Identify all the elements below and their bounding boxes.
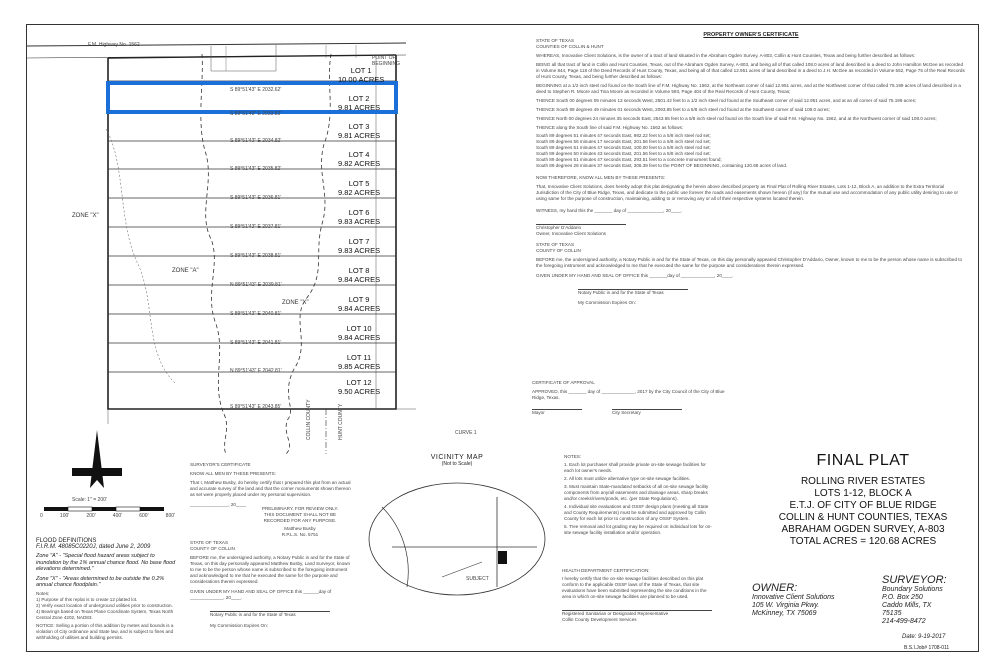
scale-tick: 600' — [139, 513, 149, 519]
cert-thence: THENCE along the South line of said F.M. Highway No. 1562 as follows: — [536, 125, 684, 130]
cert-expires: My Commission Expires On: — [578, 300, 636, 305]
surveyor-notary-sig: Notary Public in and for the State of Texas — [210, 611, 330, 618]
cert-state-2: STATE OF TEXAS — [536, 242, 575, 247]
cert-call: South 89 degrees 28 minutes 37 seconds East, 306.39 feet to the POINT OF BEGINNING, containing 120.68 acres of land. — [536, 163, 788, 168]
health-text: I hereby certify that the on-site sewage facilities described on this plat conform to the applicable OSSF laws of the State of Texas, that site evaluations have been submitted representing the site conditions in the area in which on-site sewage facilities are planned to be used. — [562, 576, 707, 599]
note-item: 3. Must maintain State-mandated setbacks of all on-site sewage facility components from any/all easements and drainage areas, sharp breaks and/or creeks/rivers/ponds, etc. (per State Regulations). — [564, 484, 709, 501]
scale-tick: 400' — [112, 513, 123, 519]
highway-label: F.M. Highway No. 1562 — [88, 42, 140, 48]
cert-given: GIVEN UNDER MY HAND AND SEAL OF OFFICE this _______day of _____________, 20____. — [536, 273, 734, 278]
surveyor-certificate — [190, 462, 355, 508]
lot-label: LOT 8 9.84 ACRES — [338, 266, 381, 284]
flood-notice: NOTICE: Selling a portion of this addition by metes and bounds is a violation of City ordinance and State law, and is subject to fines and withholding of utilities and building permits. — [36, 622, 174, 640]
owner-line: 105 W. Virginia Pkwy. — [752, 602, 820, 609]
vicinity-map — [362, 454, 552, 604]
lot-label: LOT 11 9.85 ACRES — [338, 353, 381, 371]
surveyor-notary — [190, 540, 355, 629]
vicinity-title: VICINITY MAP — [430, 454, 484, 461]
surveyor-cert-date: _______________, 20____ — [190, 502, 247, 507]
surveyor-expires: My Commission Expires On: — [210, 623, 268, 628]
lot-label: LOT 5 9.82 ACRES — [338, 179, 381, 197]
bearing-label: S 89°51'43" E 2038.81' — [230, 253, 282, 259]
surveyor-state: STATE OF TEXAS — [190, 540, 229, 545]
lot-label: LOT 12 9.50 ACRES — [338, 378, 381, 396]
cert-signer-title: Owner, Innovative Client Solutions — [536, 231, 606, 236]
surveyor-rpls: R.P.L.S. No. 5751 — [281, 532, 319, 537]
lot-label: LOT 1 10.00 ACRES — [338, 66, 385, 84]
bearing-label: S 89°51'43" E 2035.82' — [230, 166, 282, 172]
title-line: ROLLING RIVER ESTATES — [800, 476, 926, 487]
lot-label: LOT 6 9.83 ACRES — [338, 208, 381, 226]
flood-note: 4) Bearings based on Texas Plane Coordinate System, Texas North Central Zone 4202, NAD83. — [36, 608, 174, 620]
vicinity-map-drawing — [362, 467, 552, 597]
prelim-text: PRELIMINARY, FOR REVIEW ONLY. THIS DOCUMENT SHALL NOT BE RECORDED FOR ANY PURPOSE. — [261, 506, 339, 523]
title-line: E.T.J. OF CITY OF BLUE RIDGE — [789, 500, 937, 511]
flood-firm: F.I.R.M. 48085C0220J, dated June 2, 2009 — [36, 544, 151, 550]
title-line: ABRAHAM OGDEN SURVEY, A-803 — [781, 524, 945, 535]
prelim-stamp — [260, 506, 340, 538]
note-item: 4. Individual site evaluations and OSSF design plans (meeting all State and County Requirements) must be submitted and approved by Collin County for each lot prior to construction of any OSSF System. — [564, 504, 709, 521]
surveyor-before: BEFORE me, the undersigned authority, a Notary Public in and for the State of Texas, on this day personally appeared Matthew Busby, Land Surveyor, known to me to be the person whose name is subscribed to the foregoing instrument and acknowledged to me that he executed the same for the purpose and considerations therein expressed. — [190, 555, 351, 584]
point-of-beginning-label: POINT OF BEGINNING — [372, 55, 401, 67]
cert-whereas: WHEREAS, Innovative Client Solutions, is the owner of a tract of land situated in the Abraham Ogden Survey, A-803, Collin & Hunt Counties, Texas and being further described as follows: — [536, 53, 916, 58]
curve-label: CURVE 1 — [455, 430, 477, 436]
owner-line: Innovative Client Solutions — [752, 594, 835, 601]
bearing-label: S 89°51'43" E 2043.85' — [230, 404, 282, 410]
surveyor-county: COUNTY OF COLLIN — [190, 546, 235, 551]
surveyor-cert-title: SURVEYOR'S CERTIFICATE — [190, 462, 251, 467]
certificate-of-approval — [532, 380, 732, 416]
title-line: LOTS 1-12, BLOCK A — [814, 488, 912, 499]
cert-call: South 89 degrees 56 minutes 17 seconds East, 201.56 feet to a 5/8 inch steel rod set; — [536, 139, 711, 144]
title-line: COLLIN & HUNT COUNTIES, TEXAS — [778, 512, 948, 523]
approval-text: APPROVED, this _______ day of _____________, 2017 by the City Council of the City of Blue Ridge, Texas. — [532, 389, 725, 400]
surveyor-line: 214-499-8472 — [882, 618, 926, 625]
surveyor-line: Caddo Mills, TX — [882, 602, 932, 609]
vicinity-subject: SUBJECT — [466, 576, 489, 582]
lot-label: LOT 3 9.81 ACRES — [338, 122, 381, 140]
cert-county-2: COUNTY OF COLLIN — [536, 248, 581, 253]
surveyor-line: P.O. Box 250 — [882, 594, 923, 601]
cert-call: South 89 degrees 51 minutes 47 seconds East, 293.51 feet to a concrete monument found; — [536, 157, 722, 162]
scale-ticks — [40, 513, 175, 519]
cert-call: South 89 degrees 51 minutes 47 seconds East, 100.00 feet to a 5/8 inch steel rod set; — [536, 145, 711, 150]
bearing-label: N 89°51'43" E 2039.81' — [230, 282, 282, 288]
final-plat-title: FINAL PLAT — [816, 452, 910, 469]
surveyor-cert-know: KNOW ALL MEN BY THESE PRESENTS: — [190, 471, 276, 476]
owner-certificate — [536, 32, 966, 306]
cert-before: BEFORE me, the undersigned authority, a Notary Public in and for the State of Texas, on this day personally appeared Christopher D'Addario, Owner, known to me to be the person whose name is subscribed to the foregoing instrument and acknowledged to me that he executed the same for the purpose and considerations therein expressed. — [536, 257, 963, 268]
lot-label: LOT 4 9.82 ACRES — [338, 150, 381, 168]
cert-witness: WITNESS, my hand this the _______ day of ______________, 20____. — [536, 208, 683, 213]
surveyor-line: Boundary Solutions — [882, 586, 943, 593]
health-title: HEALTH DEPARTMENT CERTIFICATION: — [562, 568, 650, 573]
cert-signer: Christopher D'Addario — [536, 225, 582, 230]
bearing-label: S 89°51'43" E 2040.81' — [230, 311, 282, 317]
job-number: B.S.I.Job# 1708-011 — [904, 645, 950, 651]
title-line: TOTAL ACRES = 120.68 ACRES — [789, 536, 937, 547]
bearing-label: S 89°51'43" E 2037.81' — [230, 224, 282, 230]
scale-tick: 800' — [165, 513, 175, 519]
approval-title: CERTIFICATE OF APPROVAL — [532, 380, 595, 385]
cert-that: That, Innovative Client Solutions, does hereby adopt this plat designating the herein above described property as Final Plat of Rolling River Estates, Lots 1-12, Block A, an addition to the Extra Territorial Jurisdiction of the City of Blue Ridge, Texas, and dedicate to the public use forever the roads and easements shown hereon (if any) for the mutual use and accommodation of any public utility desiring to use or using same for the purpose of construction, maintaining, adding to or removing any or all of their respective systems located therein. — [536, 184, 959, 201]
approval-secretary: City Secretary — [612, 409, 682, 416]
scale-tick: 0 — [40, 513, 43, 519]
flood-notes-title: Notes: — [36, 590, 50, 596]
cert-thence: THENCE South 89 degrees 49 minutes 01 seconds West, 2093.85 feet to a 5/8 inch steel rod found at the Southwest corner of said 108.0 acres; — [536, 107, 830, 112]
health-certification — [562, 568, 712, 623]
note-item: 2. All lots must utilize alternative type on-site sewage facilities. — [564, 476, 691, 481]
note-item: 5. Tree removal and lot grading may be required on individual lots for on-site sewage facility installation and/or operation. — [564, 524, 712, 535]
vicinity-subtitle: (Not to Scale) — [441, 461, 473, 467]
north-arrow-icon — [62, 428, 132, 498]
owner-heading: OWNER: — [752, 582, 798, 594]
bearing-label: S 89°51'43" E 2034.82' — [230, 138, 282, 144]
cert-now-therefore: NOW THEREFORE, KNOW ALL MEN BY THESE PRESENTS: — [536, 175, 666, 180]
owner-certificate-title: PROPERTY OWNER'S CERTIFICATE — [703, 32, 799, 38]
scale-tick: 100' — [59, 513, 70, 519]
flood-zone-x: Zone "X" - "Areas determined to be outside the 0.2% annual chance floodplain." — [36, 575, 165, 588]
health-sig-2: Collin County Development Services — [562, 617, 637, 622]
bearing-label: S 89°51'43" E 2036.81' — [230, 195, 282, 201]
health-sig-1: Registered Sanitarian or Designated Representative — [562, 610, 712, 617]
zone-x-left-label: ZONE "X" — [72, 213, 99, 219]
bearing-label: S 89°51'43" E 2032.62' — [230, 87, 282, 93]
surveyor-line: 75135 — [882, 610, 902, 617]
cert-call: South 89 degrees 51 minutes 47 seconds East, 982.22 feet to a 5/8 inch steel rod set; — [536, 133, 711, 138]
cert-call: South 89 degrees 50 minutes 43 seconds East, 201.56 feet to a 5/8 inch steel rod set; — [536, 151, 711, 156]
owner-block — [752, 582, 835, 618]
zone-x-mid-label: ZONE "X" — [282, 300, 309, 306]
flood-note: 2) Verify exact location of underground utilities prior to construction. — [36, 602, 173, 608]
surveyor-name: Matthew Busby — [284, 526, 316, 531]
scale-tick: 200' — [86, 513, 96, 519]
surveyor-given: GIVEN UNDER MY HAND AND SEAL OF OFFICE this ______day of _____________, 20____. — [190, 589, 332, 600]
surveyor-cert-text: That I, Matthew Busby, do hereby certify that I prepared this plat from an actual and accurate survey of the land and that the corner monuments shown thereon as set were properly placed under my personal supervision. — [190, 480, 351, 497]
zone-a-label: ZONE "A" — [172, 268, 199, 274]
cert-state: STATE OF TEXAS — [536, 38, 575, 43]
cert-beginning: BEGINNING at a 1/2 inch steel rod found on the South line of F.M. Highway No. 1562, at the Northeast corner of said 12.951 acres, and at the Northwest corner of that called 75.199 acres of land described in a deed to Stephen R. Moore and Tina Moore as recorded in Volume 593, Page 404 of the Real Records of Hunt County, Texas; — [536, 83, 961, 94]
bearing-label: S 89°51'43" E 2033.83' — [230, 111, 282, 117]
lot-label: LOT 2 9.81 ACRES — [338, 94, 381, 112]
county-label-hunt: HUNT COUNTY — [338, 403, 344, 440]
owner-line: McKinney, TX 75069 — [752, 610, 817, 617]
cert-notary: Notary Public in and for the State of Texas — [578, 290, 664, 295]
cert-being: BEING all that tract of land in Collin and Hunt Counties, Texas, out of the Abraham Ogden Survey, A-803, and being all of that called 108.0 acres of land described in a deed to John Hamilton McGee as recorded in Volume 844, Page 118 of the Deed Records of Hunt County, Texas, and being all of that called 12.951 acres of land described in a deed to J.H. McGee as recorded in Volume 552, Page 75 of the Real Records of Hunt County, Texas, and being further described as follows: — [536, 62, 965, 79]
notes-title: NOTES: — [564, 454, 582, 459]
cert-thence: THENCE South 00 degrees 09 minutes 13 seconds West, 2501.42 feet to a 1/2 inch steel rod found at the Southeast corner of said 12.951 acres, and at an all corner of said 75.199 acres; — [536, 98, 917, 103]
county-label-collin: COLLIN COUNTY — [306, 399, 312, 440]
surveyor-heading: SURVEYOR: — [882, 574, 947, 586]
scale-label: Scale: 1" = 200' — [72, 497, 107, 503]
lot-label: LOT 9 9.84 ACRES — [338, 295, 381, 313]
bearing-label: S 89°51'43" E 2041.81' — [230, 340, 282, 346]
plat-date: Date: 9-19-2017 — [902, 634, 946, 640]
lot-label: LOT 7 9.83 ACRES — [338, 237, 381, 255]
cert-thence: THENCE North 00 degrees 24 minutes 35 seconds East, 2543.65 feet to a 5/8 inch steel rod found on the South line of said F.M. Highway No. 1562, and at the Northwest corner of said 108.0 acres; — [536, 116, 937, 121]
title-block — [758, 452, 968, 548]
bearing-label: N 89°51'43" E 2042.81' — [230, 368, 282, 374]
cert-county: COUNTIES OF COLLIN & HUNT — [536, 44, 604, 49]
approval-mayor: Mayor — [532, 409, 582, 416]
notes — [564, 454, 714, 536]
note-item: 1. Each lot purchaser shall provide private on-site sewage facilities for each lot owner's needs. — [564, 462, 706, 473]
flood-title: FLOOD DEFINITIONS — [36, 538, 97, 544]
surveyor-block — [882, 574, 947, 626]
flood-note: 1) Purpose of this replat is to create 12 platted lot. — [36, 596, 138, 602]
flood-zone-a: Zone "A" - "Special flood hazard areas subject to inundation by the 1% annual chance flood. No base flood elevations determined." — [36, 553, 176, 572]
lot-label: LOT 10 9.84 ACRES — [338, 324, 381, 342]
flood-definitions — [36, 538, 176, 641]
